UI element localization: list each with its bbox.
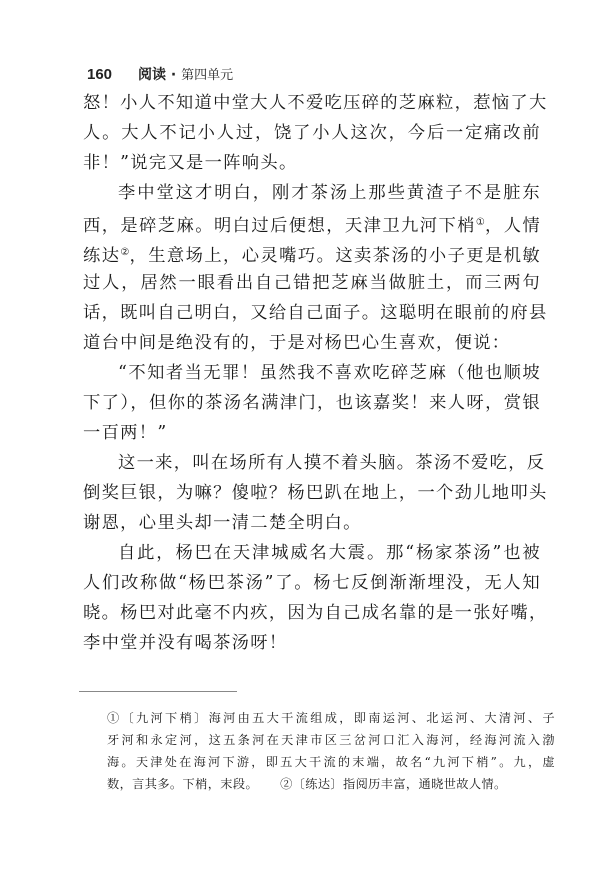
text-line bbox=[83, 208, 541, 238]
text-span: 练达 bbox=[83, 246, 121, 266]
paragraph-start: 自此，杨巴在天津城威名大震。那“杨家茶汤”也被 bbox=[118, 543, 541, 563]
text-line: 道台中间是绝没有的，于是对杨巴心生喜欢，便说： bbox=[83, 333, 511, 353]
body-text bbox=[83, 88, 548, 658]
text-line: 一百两！” bbox=[83, 423, 168, 443]
text-line: 话，既叫自己明白，又给自己面子。这聪明在眼前的府县 bbox=[83, 303, 548, 323]
text-span: ，生意场上，心灵嘴巧。这卖茶汤的小子更是机敏 bbox=[129, 246, 541, 266]
unit-label: 第四单元 bbox=[181, 68, 234, 83]
footnote-divider bbox=[79, 691, 237, 692]
running-header bbox=[87, 64, 233, 86]
text-span: ，人情 bbox=[484, 216, 541, 236]
footnote-ref-2[interactable]: ② bbox=[120, 247, 130, 258]
text-line: 下了），但你的茶汤名满津门，也该嘉奖！来人呀，赏银 bbox=[83, 393, 541, 413]
paragraph-start: 这一来，叫在场所有人摸不着头脑。茶汤不爱吃，反 bbox=[118, 453, 546, 473]
footnote-line bbox=[107, 773, 555, 795]
text-line: 怒！小人不知道中堂大人不爱吃压碎的芝麻粒，惹恼了大 bbox=[83, 93, 548, 113]
section-label: 阅读 · bbox=[138, 67, 182, 83]
text-line bbox=[83, 238, 541, 268]
footnote-line: 海。天津处在海河下游，即五大干流的末端，故名“九河下梢”。九，虚 bbox=[107, 755, 555, 769]
page-number: 160 bbox=[87, 66, 113, 83]
text-line: 倒奖巨银，为嘛？傻啦？杨巴趴在地上，一个劲儿地叩头 bbox=[83, 483, 548, 503]
footnote-line: ①〔九河下梢〕海河由五大干流组成，即南运河、北运河、大清河、子 bbox=[107, 711, 555, 725]
text-line: 人们改称做“杨巴茶汤”了。杨七反倒渐渐埋没，无人知 bbox=[83, 573, 541, 593]
footnotes bbox=[107, 707, 555, 795]
footnote-text: ②〔练达〕指阅历丰富，通晓世故人情。 bbox=[280, 777, 507, 791]
text-line: 谢恩，心里头却一清二楚全明白。 bbox=[83, 513, 362, 533]
text-line: 非！”说完又是一阵响头。 bbox=[83, 153, 298, 173]
text-line: 人。大人不记小人过，饶了小人这次，今后一定痛改前 bbox=[83, 123, 541, 143]
footnote-line: 牙河和永定河，这五条河在天津市区三岔河口汇入海河，经海河流入渤 bbox=[107, 733, 555, 747]
text-line: 过人，居然一眼看出自己错把芝麻当做脏土，而三两句 bbox=[83, 273, 541, 293]
footnote-ref-1[interactable]: ① bbox=[475, 217, 485, 228]
footnote-text: 数，言其多。下梢，末段。 bbox=[107, 777, 259, 791]
text-line: 李中堂并没有喝茶汤呀！ bbox=[83, 633, 288, 653]
paragraph-start: 李中堂这才明白，刚才茶汤上那些黄渣子不是脏东 bbox=[118, 183, 541, 203]
running-head-title bbox=[138, 64, 233, 84]
text-span: 西，是碎芝麻。明白过后便想，天津卫九河下梢 bbox=[83, 216, 476, 236]
paragraph-start: “不知者当无罪！虽然我不喜欢吃碎芝麻（他也顺坡 bbox=[118, 363, 541, 383]
text-line: 晓。杨巴对此毫不内疚，因为自己成名靠的是一张好嘴， bbox=[83, 603, 548, 623]
